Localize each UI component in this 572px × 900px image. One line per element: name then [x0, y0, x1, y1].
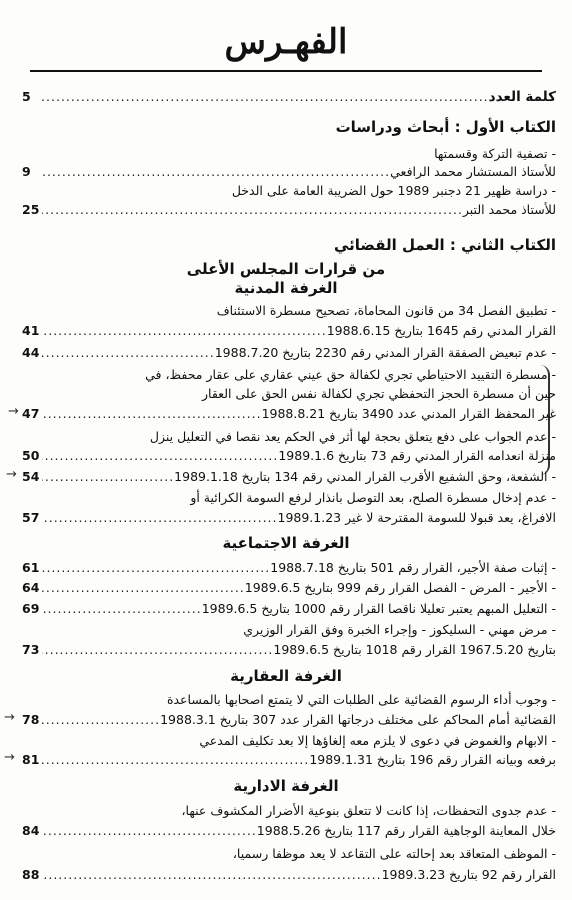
leader-dots: [42, 600, 202, 618]
leader-dots: [42, 163, 390, 181]
toc-entry: [22, 509, 556, 527]
leader-dots: [42, 641, 273, 659]
entry-text: - إثبات صفة الأجير، القرار رقم 501 بتاريخ 1988.7.18: [270, 560, 556, 575]
entry-text: - عدم الجواب على دفع يتعلق بحجة لها أثر في الحكم يعد نقصا في التعليل ينزل: [149, 429, 556, 444]
entry-text: حين أن مسطرة الحجز التحفظي تجري لكفالة نفس الحق على العقار: [202, 386, 556, 401]
page-number: 78: [22, 712, 40, 727]
title-divider: [30, 70, 542, 72]
entry-text: بتاريخ 1967.5.20 القرار رقم 1018 بتاريخ 1989.6.5: [273, 642, 556, 657]
toc-entry: [22, 344, 556, 362]
page-number: 50: [22, 448, 40, 463]
leader-dots: [42, 468, 174, 486]
chamber-heading: الغرفة الاجتماعية: [222, 534, 350, 552]
toc-entry: [22, 447, 556, 465]
toc-entry: [22, 322, 556, 340]
entry-text: - تصفية التركة وقسمتها: [434, 146, 556, 161]
leader-dots: [42, 866, 382, 884]
toc-entry: [22, 866, 556, 884]
section-heading: الكتاب الثاني : العمل القضائي: [333, 236, 556, 254]
entry-text: - دراسة ظهير 21 دجنبر 1989 حول الضريبة العامة على الدخل: [231, 183, 556, 198]
page-number: 44: [22, 345, 40, 360]
entry-text: خلال المعاينة الوجاهية القرار رقم 117 بتاريخ 1988.5.26: [256, 823, 556, 838]
page-number: 47: [22, 406, 40, 421]
page-number: 88: [22, 867, 40, 882]
handwritten-arrow-mark: →: [6, 467, 17, 482]
subsection-heading: من قرارات المجلس الأعلى: [186, 260, 386, 278]
entry-text: - الابهام والغموض في دعوى لا يلزم معه إلغاؤها إلا بعد تكليف المدعي: [199, 733, 556, 748]
page-number: 81: [22, 752, 40, 767]
entry-text: القرار المدني رقم 1645 بتاريخ 1988.6.15: [326, 323, 556, 338]
entry-text: - عدم إدخال مسطرة الصلح، بعد التوصل بانذار لرفع السومة الكرائية أو: [190, 490, 556, 505]
page-number: 9: [22, 164, 31, 179]
leader-dots: [42, 344, 215, 362]
leader-dots: [42, 405, 262, 423]
handwritten-arrow-mark: →: [4, 710, 15, 725]
toc-entry: [22, 468, 556, 486]
toc-entry: [22, 201, 556, 219]
chamber-heading: الغرفة العقارية: [230, 667, 342, 685]
toc-entry: [22, 163, 556, 181]
toc-entry: [22, 559, 556, 577]
handwritten-arrow-mark: →: [8, 404, 19, 419]
chamber-heading: الغرفة المدنية: [234, 279, 338, 297]
page-title: الفهـرس: [224, 22, 348, 62]
entry-text: القضائية أمام المحاكم على مختلف درجاتها القرار عدد 307 بتاريخ 1988.3.1: [160, 712, 556, 727]
handwritten-arrow-mark: →: [4, 750, 15, 765]
toc-entry: [22, 751, 556, 769]
chamber-heading: الغرفة الادارية: [233, 777, 339, 795]
entry-text: - التعليل المبهم يعتبر تعليلا ناقصا القرار رقم 1000 بتاريخ 1989.6.5: [201, 601, 556, 616]
page-number: 84: [22, 823, 40, 838]
entry-text: غير المحفظ القرار المدني عدد 3490 بتاريخ 1988.8.21: [261, 406, 556, 421]
toc-entry: [22, 405, 556, 423]
page-number: 69: [22, 601, 40, 616]
entry-text: - الشفعة، وحق الشفيع الأقرب القرار المدني رقم 134 بتاريخ 1989.1.18: [174, 469, 556, 484]
toc-entry: [22, 641, 556, 659]
leader-dots: [42, 322, 327, 340]
entry-text: - عدم تبعيض الصفقة القرار المدني رقم 2230 بتاريخ 1988.7.20: [214, 345, 556, 360]
entry-text: - تطبيق الفصل 34 من قانون المحاماة، تصحيح مسطرة الاستئناف: [216, 303, 556, 318]
entry-text: القرار رقم 92 بتاريخ 1989.3.23: [381, 867, 556, 882]
page-number: 73: [22, 642, 40, 657]
entry-text: للأستاذ المستشار محمد الرافعي: [390, 164, 556, 179]
entry-text: للأستاذ محمد التبر: [462, 202, 556, 217]
page-number: 61: [22, 560, 40, 575]
entry-text: - الأجير - المرض - الفصل القرار رقم 999 بتاريخ 1989.6.5: [244, 580, 556, 595]
toc-entry: [22, 600, 556, 618]
entry-text: منزلة انعدامه القرار المدني رقم 73 بتاريخ 1989.1.6: [278, 448, 556, 463]
toc-entry: [22, 88, 556, 106]
leader-dots: [42, 579, 245, 597]
leader-dots: [42, 509, 278, 527]
leader-dots: [42, 201, 463, 219]
entry-text: - عدم جدوى التحفظات، إذا كانت لا تتعلق بنوعية الأضرار المكشوف عنها،: [181, 803, 556, 818]
leader-dots: [42, 559, 270, 577]
entry-text: كلمة العدد: [488, 89, 556, 105]
entry-text: - مرض مهني - السليكوز - وإجراء الخبرة وفق القرار الوزيري: [243, 622, 556, 637]
page-number: 5: [22, 89, 31, 104]
leader-dots: [42, 822, 257, 840]
toc-entry: [22, 822, 556, 840]
page-number: 41: [22, 323, 40, 338]
toc-entry: [22, 579, 556, 597]
entry-text: - وجوب أداء الرسوم القضائية على الطلبات التي لا يتمتع اصحابها بالمساعدة: [166, 692, 556, 707]
entry-text: الافراغ، يعد قبولا للسومة المقترحة لا غير 1989.1.23: [277, 510, 556, 525]
leader-dots: [42, 88, 489, 106]
leader-dots: [42, 751, 309, 769]
page-number: 25: [22, 202, 40, 217]
toc-entry: [22, 711, 556, 729]
entry-text: - مسطرة التقييد الاحتياطي تجري لكفالة حق عيني عقاري على عقار محفظ، في: [145, 367, 556, 382]
section-heading: الكتاب الأول : أبحاث ودراسات: [335, 118, 556, 136]
entry-text: برفعه وبيانه القرار رقم 196 بتاريخ 1989.1.31: [309, 752, 556, 767]
page-number: 57: [22, 510, 40, 525]
entry-text: - الموظف المتعاقد بعد إحالته على التقاعد لا يعد موظفا رسميا،: [232, 846, 556, 861]
leader-dots: [42, 711, 160, 729]
leader-dots: [42, 447, 278, 465]
page-number: 54: [22, 469, 40, 484]
page-number: 64: [22, 580, 40, 595]
